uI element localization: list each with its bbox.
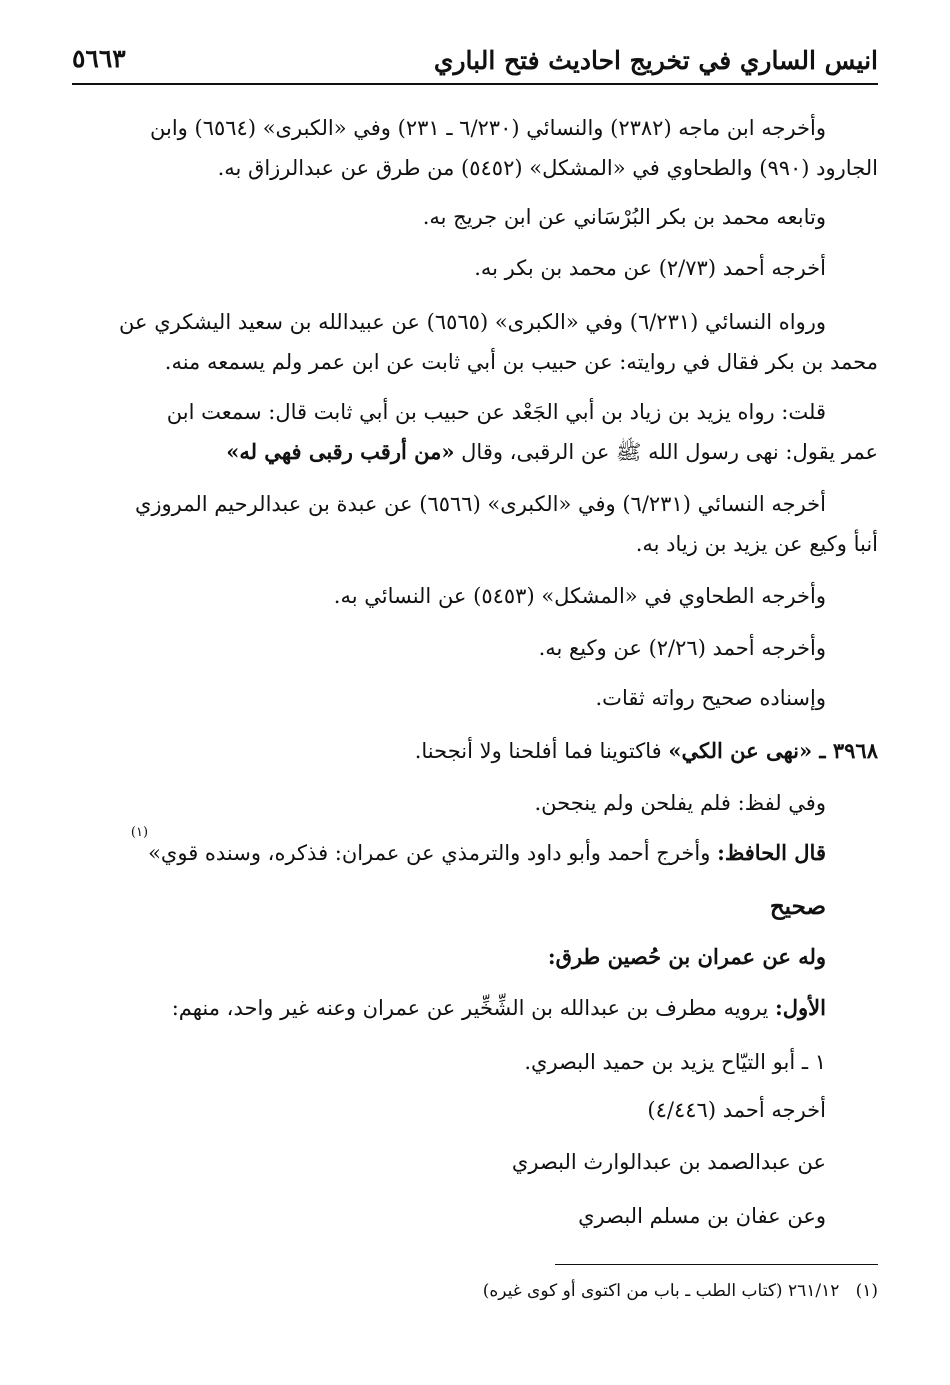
text-line: الجارود (٩٩٠) والطحاوي في «المشكل» (٥٤٥٢) من طرق عن عبدالرزاق به. [217,156,878,180]
hafiz-label: قال الحافظ: [717,840,826,865]
text-line: ورواه النسائي (٦/٢٣١) وفي «الكبرى» (٦٥٦٥) عن عبيدالله بن سعيد اليشكري عن [119,310,826,334]
hadith-quote: «من أرقب رقبى فهي له» [226,439,455,464]
text-line: أخرجه أحمد (٢/٧٣) عن محمد بن بكر به. [474,256,826,280]
hadith-3968 [72,731,878,771]
paragraph-qultu [72,392,878,472]
text-segment: فاكتوينا فما أفلحنا ولا أنجحنا. [414,739,662,763]
footnote-ref: (١) [130,825,149,840]
list-item-1 [72,1042,878,1082]
text-line: وعن عفان بن مسلم البصري [578,1204,826,1228]
paragraph-hafiz [72,825,878,873]
verdict-heading [72,887,878,927]
page-header [72,40,878,80]
text-line: وفي لفظ: فلم يفلحن ولم ينجحن. [534,791,826,815]
book-title: انيس الساري في تخريج احاديث فتح الباري [433,46,878,75]
text-line: قلت: رواه يزيد بن زياد بن أبي الجَعْد عن حبيب بن أبي ثابت قال: سمعت ابن [166,400,826,424]
paragraph-nasai-1 [72,302,878,382]
paragraph-nasai-2 [72,484,878,564]
paragraph-tahawi [72,576,878,616]
text-segment: يرويه مطرف بن عبدالله بن الشِّخِّير عن عمران وعنه غير واحد، منهم: [171,996,769,1020]
text-line [72,988,878,1028]
text-line: أخرجه النسائي (٦/٢٣١) وفي «الكبرى» (٦٥٦٦) عن عبدة بن عبدالرحيم المروزي [134,492,826,516]
paragraph-abdussamad [72,1142,878,1182]
text-line: وإسناده صحيح رواته ثقات. [595,686,826,710]
text-line: ١ ـ أبو التيّاح يزيد بن حميد البصري. [524,1050,826,1074]
first-label: الأول: [775,995,826,1020]
text-line: وأخرجه أحمد (٢/٢٦) عن وكيع به. [538,636,826,660]
text-line: وأخرجه ابن ماجه (٢٣٨٢) والنسائي (٦/٢٣٠ ـ ٢٣١) وفي «الكبرى» (٦٥٦٤) وابن [150,116,826,140]
paragraph-ahmad-3 [72,1090,878,1130]
hadith-number-title: ٣٩٦٨ ـ «نهى عن الكي» [668,738,878,763]
text-segment: وأخرج أحمد وأبو داود والترمذي عن عمران: فذكره، وسنده قوي» [148,841,711,865]
footnote [72,1276,878,1306]
text-line: عن عبدالصمد بن عبدالوارث البصري [511,1150,826,1174]
footnote-rule [555,1264,878,1265]
verdict-label: صحيح [769,893,826,920]
footnote-text: ٢٦١/١٢ (كتاب الطب ـ باب من اكتوى أو كوى غيره) [482,1281,840,1301]
footnote-marker: (١) [855,1281,878,1301]
paragraph-ahmad-1 [72,248,878,288]
paragraph-ahmad-2 [72,628,878,668]
text-line [72,432,878,472]
text-line [72,825,878,873]
text-segment: عمر يقول: نهى رسول الله ﷺ عن الرقبى، وقال [461,440,878,464]
paragraph-lafz [72,783,878,823]
paragraph-tabaahu [72,197,878,237]
text-line: وأخرجه الطحاوي في «المشكل» (٥٤٥٣) عن النسائي به. [333,584,826,608]
paragraph-awwal [72,988,878,1028]
text-line: أنبأ وكيع عن يزيد بن زياد به. [635,532,878,556]
text-line [72,731,878,771]
text-line: أخرجه أحمد (٤/٤٤٦) [647,1098,826,1122]
page-number: ٥٦٦٣ [72,44,126,73]
section-heading [72,937,878,977]
paragraph-isnad [72,678,878,718]
paragraph-affan [72,1196,878,1236]
header-rule [72,83,878,85]
text-line: محمد بن بكر فقال في روايته: عن حبيب بن أبي ثابت عن ابن عمر ولم يسمعه منه. [164,350,878,374]
paragraph-ibn-majah [72,108,878,188]
text-line: وتابعه محمد بن بكر البُرْسَاني عن ابن جريج به. [422,205,826,229]
text-line: وله عن عمران بن حُصين طرق: [547,944,826,969]
